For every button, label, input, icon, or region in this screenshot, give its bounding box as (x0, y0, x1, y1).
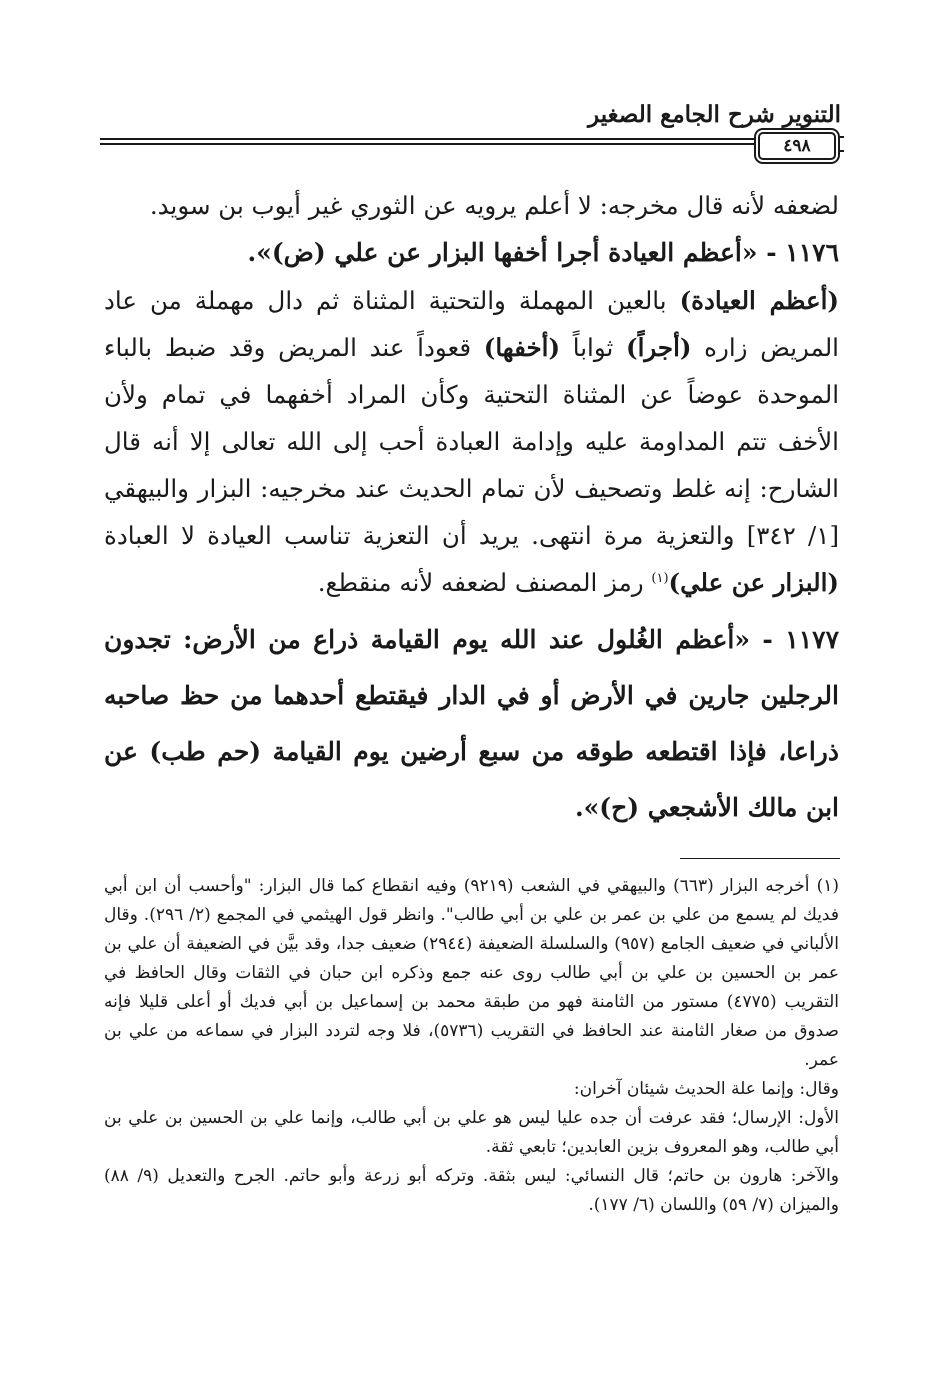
footnotes (104, 872, 839, 1220)
commentary-text: بالعين المهملة والتحتية المثناة ثم دال مهملة من عاد المريض زاره (104, 286, 839, 362)
footnote-1-continuation: وقال: وإنما علة الحديث شيئان آخران: (573, 1079, 839, 1099)
footnote-1-second-reason: والآخر: هارون بن حاتم؛ قال النسائي: ليس بثقة. وتركه أبو زرعة وأبو حاتم. الجرح والتعديل (٩/ ٨٨) والميزان (٧/ ٥٩) واللسان (٦/ ١٧٧). (104, 1166, 839, 1215)
footnote-marker[interactable]: (١) (651, 570, 669, 586)
keyword-ajran: (أجراً) (626, 333, 692, 362)
header-rule-line-bottom (100, 143, 835, 145)
commentary-text: قعوداً عند المريض وقد ضبط بالباء الموحدة عوضاً عن المثناة التحتية وكأن المراد أخفهما في تمام ولأن الأخف تتم المداومة عليه وإدامة العبادة أحب إلى الله تعالى إلا أنه قال الشارح: إنه غلط وتصحيف لأن تمام الحديث عند مخرجيه: البزار والبيهقي [١/ ٣٤٢] والتعزية مرة انتهى. يريد أن التعزية تناسب العيادة لا العبادة (104, 333, 839, 550)
keyword-a3zam-al-iyada: (أعظم العيادة) (679, 286, 839, 315)
footnote-separator (680, 858, 840, 859)
header-rule-line-top (100, 138, 835, 140)
commentary-text: رمز المصنف لضعفه لأنه منقطع. (317, 568, 652, 597)
hadith-1176: ١١٧٦ - «أعظم العيادة أجرا أخفها البزار عن علي (ض)». (247, 238, 839, 267)
hadith-1177: ١١٧٧ - «أعظم الغُلول عند الله يوم القيامة ذراع من الأرض: تجدون الرجلين جارين في الأرض أو في الدار فيقتطع أحدهما من حظ صاحبه ذراعا، فإذا اقتطعه طوقه من سبع أرضين يوم القيامة (حم طب) عن ابن مالك الأشجعي (ح)». (104, 625, 839, 822)
commentary-1176 (104, 277, 839, 606)
running-title: التنوير شرح الجامع الصغير (588, 101, 841, 128)
header-rule (100, 132, 835, 156)
page-number: ٤٩٨ (758, 132, 836, 160)
keyword-akhaffuha: (أخفها) (483, 333, 561, 362)
commentary-text: ثواباً (560, 333, 627, 362)
paragraph-continuation: لضعفه لأنه قال مخرجه: لا أعلم يرويه عن الثوري غير أيوب بن سويد. (149, 191, 839, 220)
footnote-1-first-reason: الأول: الإرسال؛ فقد عرفت أن جده عليا ليس هو علي بن أبي طالب، وإنما علي بن الحسين بن علي بن أبي طالب، وهو المعروف بزين العابدين؛ تابعي ثقة. (104, 1108, 839, 1157)
footnote-1: (١) أخرجه البزار (٦٦٣) والبيهقي في الشعب (٩٢١٩) وفيه انقطاع كما قال البزار: "وأحسب أن ابن أبي فديك لم يسمع من علي بن عمر بن علي بن أبي طالب". وانظر قول الهيثمي في المجمع (٢/ ٢٩٦). وقال الألباني في ضعيف الجامع (٩٥٧) والسلسلة الضعيفة (٢٩٤٤) ضعيف جدا، وقد بيَّن في الضعيفة أن علي بن عمر بن الحسين بن علي بن أبي طالب روى عنه جمع وذكره ابن حبان في الثقات وقال الحافظ في التقريب (٤٧٧٥) مستور من الثامنة فهو من طبقة محمد بن إسماعيل بن أبي فديك أو أعلى قليلا فإنه صدوق من صغار الثامنة عند الحافظ في التقريب (٥٧٣٦)، فلا وجه لتردد البزار في سماعه من علي بن عمر. (104, 876, 839, 1070)
keyword-bazzar-an-ali: (البزار عن علي) (668, 568, 839, 597)
main-text (104, 182, 839, 836)
header-rule-end-mark (838, 136, 844, 152)
